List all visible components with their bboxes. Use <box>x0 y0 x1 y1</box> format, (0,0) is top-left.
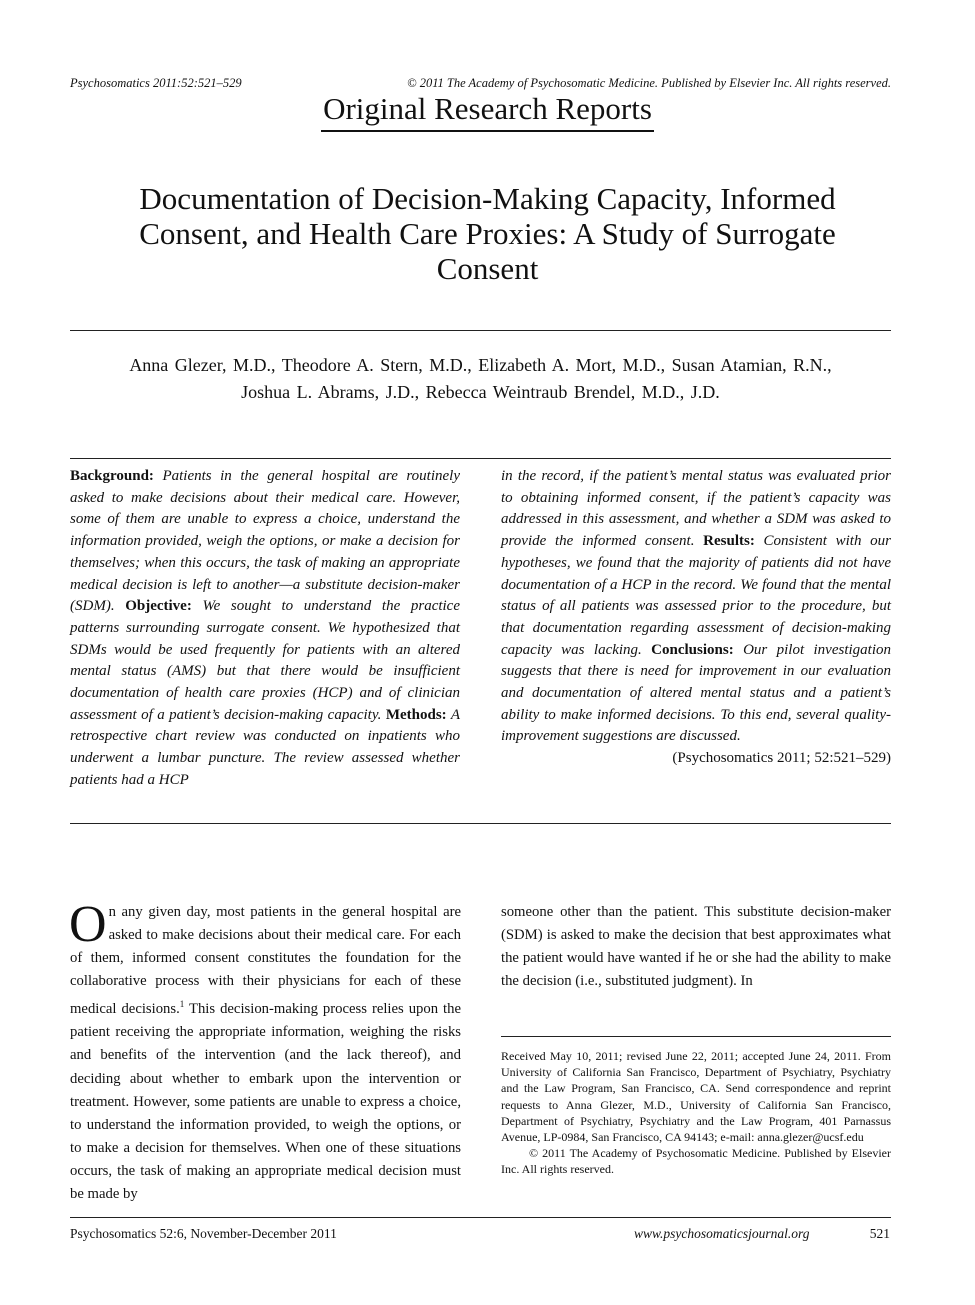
drop-cap: O <box>69 896 107 953</box>
conclusions-label: Conclusions: <box>651 641 734 658</box>
section-title <box>0 90 975 132</box>
footnote-reference[interactable]: 1 <box>179 999 185 1010</box>
methods-text: A retrospective chart review was conducted on inpatients who underwent a lumbar puncture. The review assessed whether patients had a HCP <box>70 706 460 788</box>
title-line: Consent <box>436 251 539 286</box>
body-left-column <box>69 896 461 1206</box>
article-footnote <box>501 1048 891 1178</box>
footer-divider <box>70 1217 891 1218</box>
abstract-citation: (Psychosomatics 2011; 52:521–529) <box>672 750 891 767</box>
title-line: Consent, and Health Care Proxies: A Study of Surrogate <box>139 216 836 251</box>
results-label: Results: <box>703 533 755 550</box>
footnote-divider <box>501 1036 891 1037</box>
abstract-bottom-divider <box>70 823 891 824</box>
footnote-copyright: © 2011 The Academy of Psychosomatic Medicine. Published by Elsevier Inc. All rights reserved. <box>501 1146 891 1177</box>
conclusions-text: Our pilot investigation suggests that there is need for improvement in our evaluation and documentation of altered mental status and a patient’s ability to make informed decisions. To this end, several quality-improvement suggestions are discussed. <box>501 641 891 745</box>
author-line: Joshua L. Abrams, J.D., Rebecca Weintraub Brendel, M.D., J.D. <box>241 382 720 402</box>
section-title-text: Original Research Reports <box>321 90 654 132</box>
methods-label: Methods: <box>385 706 447 723</box>
journal-website-link[interactable]: www.psychosomaticsjournal.org <box>634 1226 810 1241</box>
footer-issue: Psychosomatics 52:6, November-December 2011 <box>70 1226 337 1241</box>
title-divider <box>70 330 891 331</box>
contact-email[interactable]: anna.glezer@ucsf.edu <box>757 1130 864 1145</box>
page-number: 521 <box>869 1226 890 1241</box>
background-label: Background: <box>70 468 154 484</box>
body-paragraph-right: someone other than the patient. This substitute decision-maker (SDM) is asked to make the decision that best approximates what the patient would have wanted if he or she had the ability to make the decision (i.e., substituted judgment). In <box>501 904 891 990</box>
journal-reference: Psychosomatics 2011:52:521–529 <box>70 76 242 90</box>
title-line: Documentation of Decision-Making Capacity, Informed <box>139 181 836 216</box>
author-line: Anna Glezer, M.D., Theodore A. Stern, M.D., Elizabeth A. Mort, M.D., Susan Atamian, R.N., <box>129 355 832 375</box>
article-title <box>95 181 880 286</box>
abstract-top-divider <box>70 458 891 459</box>
body-right-column <box>501 901 891 993</box>
objective-text: We sought to understand the practice patterns surrounding surrogate consent. We hypothesized that SDMs would be used frequently for patients with an altered mental status (AMS) but that there would be insufficient documentation of health care proxies (HCP) and of clinician assessment of a patient’s decision-making capacity. <box>70 598 460 723</box>
header-copyright: © 2011 The Academy of Psychosomatic Medicine. Published by Elsevier Inc. All rights reserved. <box>407 76 891 90</box>
methods-text-continued: in the record, if the patient’s mental status was evaluated prior to obtaining informed consent, if the patient’s capacity was addressed in this assessment, and whether a SDM was asked to provide the informed consent. <box>501 468 891 550</box>
results-text: Consistent with our hypotheses, we found that the majority of patients did not have documentation of a HCP in the record. We found that the mental status of all patients was assessed prior to the procedure, but that documentation regarding assessment of decision-making capacity was lacking. <box>501 533 891 658</box>
body-paragraph-b: This decision-making process relies upon the patient receiving the appropriate information, weighing the risks and benefits of the intervention (and the lack thereof), and deciding about whether to embark upon the intervention or treatment. However, some patients are unable to express a choice, to understand the information provided, to weigh the options, or to make a decision for themselves. When one of these situations occurs, the task of making an appropriate medical decision must be made by <box>70 1001 461 1203</box>
background-text: Patients in the general hospital are routinely asked to make decisions about their medical care. However, some of them are unable to express a choice, understand the information provided, weigh the options, or make a decision for themselves; when this occurs, the task of making an appropriate medical decision is left to another—a substitute decision-maker (SDM). <box>70 468 460 615</box>
abstract-right-column <box>501 466 891 770</box>
abstract-left-column <box>70 466 460 792</box>
author-list <box>70 352 891 406</box>
body-paragraph-a: n any given day, most patients in the general hospital are asked to make decisions about their medical care. For each of them, informed consent constitutes the foundation for the collaborative process with their physicians for each of these medical decisions. <box>70 904 461 1018</box>
received-info: Received May 10, 2011; revised June 22, 2011; accepted June 24, 2011. From University of California San Francisco, Department of Psychiatry, Psychiatry and the Law Program, San Francisco, CA. Send correspondence and reprint requests to Anna Glezer, M.D., University of California San Francisco, Department of Psychiatry, Psychiatry and the Law Program, 401 Parnassus Avenue, LP-0984, San Francisco, CA 94143; e-mail: <box>501 1049 891 1145</box>
objective-label: Objective: <box>125 598 192 615</box>
